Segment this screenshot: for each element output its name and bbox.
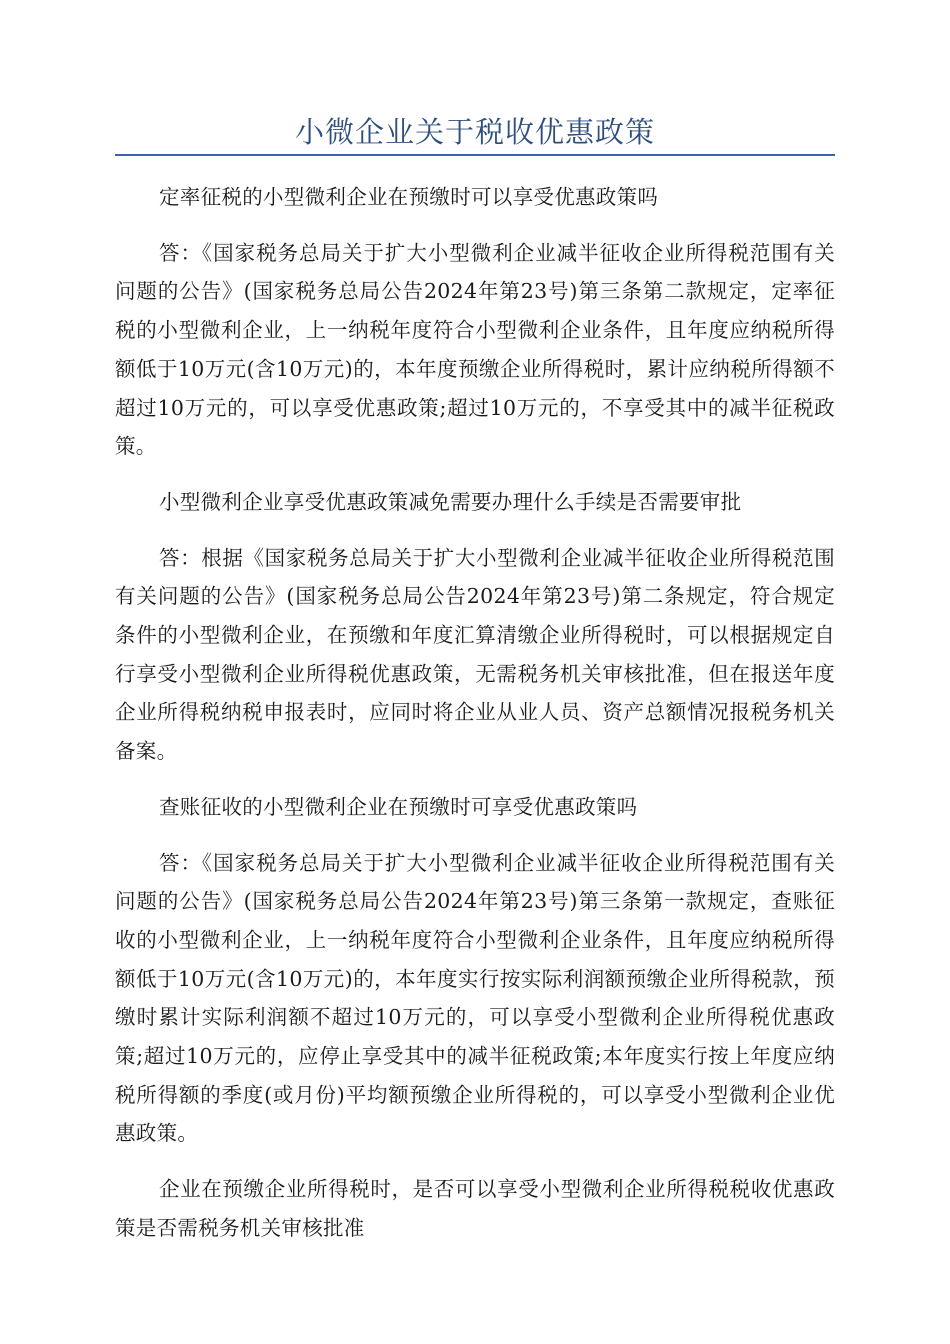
answer-1: 答：《国家税务总局关于扩大小型微利企业减半征收企业所得税范围有关问题的公告》(国家税务总局公告2024年第23号)第三条第二款规定，定率征税的小型微利企业，上一纳税年度符合小型微利企业条件，且年度应纳税所得额低于10万元(含10万元)的，本年度预缴企业所得税时，累计应纳税所得额不超过10万元的，可以享受优惠政策;超过10万元的，不享受其中的减半征税政策。: [115, 240, 835, 459]
answer-2: 答：根据《国家税务总局关于扩大小型微利企业减半征收企业所得税范围有关问题的公告》(国家税务总局公告2024年第23号)第二条规定，符合规定条件的小型微利企业，在预缴和年度汇算清缴企业所得税时，可以根据规定自行享受小型微利企业所得税优惠政策，无需税务机关审核批准，但在报送年度企业所得税纳税申报表时，应同时将企业从业人员、资产总额情况报税务机关备案。: [115, 545, 835, 764]
question-1: 定率征税的小型微利企业在预缴时可以享受优惠政策吗: [159, 185, 659, 209]
answer-3: 答：《国家税务总局关于扩大小型微利企业减半征收企业所得税范围有关问题的公告》(国家税务总局公告2024年第23号)第三条第一款规定，查账征收的小型微利企业，上一纳税年度符合小型微利企业条件，且年度应纳税所得额低于10万元(含10万元)的，本年度实行按实际利润额预缴企业所得税款，预缴时累计实际利润额不超过10万元的，可以享受小型微利企业所得税优惠政策;超过10万元的，应停止享受其中的减半征税政策;本年度实行按上年度应纳税所得额的季度(或月份)平均额预缴企业所得税的，可以享受小型微利企业优惠政策。: [115, 850, 835, 1146]
question-4: 企业在预缴企业所得税时，是否可以享受小型微利企业所得税税收优惠政策是否需税务机关审核批准: [115, 1177, 835, 1240]
question-3: 查账征收的小型微利企业在预缴时可享受优惠政策吗: [159, 794, 638, 819]
document-title: 小微企业关于税收优惠政策: [294, 115, 655, 149]
document-page: [115, 0, 835, 1248]
question-2: 小型微利企业享受优惠政策减免需要办理什么手续是否需要审批: [159, 489, 742, 514]
title-underline: [115, 154, 835, 156]
